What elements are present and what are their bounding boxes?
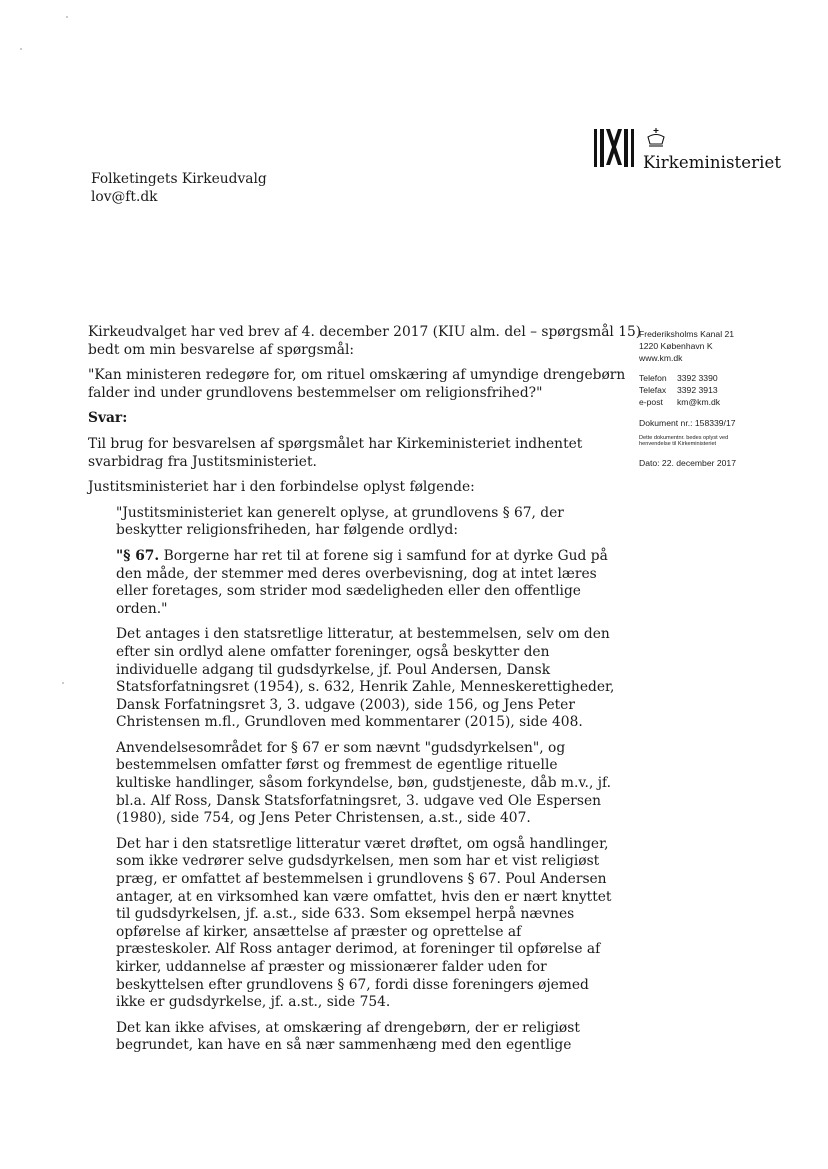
quote-line (116, 547, 608, 566)
quote-line: præg, er omfattet af bestemmelsen i grundlovens § 67. Poul Andersen (116, 871, 607, 888)
document-date: Dato: 22. december 2017 (639, 457, 736, 468)
quote-line: orden." (116, 600, 168, 617)
quote-line: "Justitsministeriet kan generelt oplyse, at grundlovens § 67, der (116, 504, 564, 521)
fax-row (639, 385, 789, 397)
answer-line: Til brug for besvarelsen af spørgsmålet har Kirkeministeriet indhentet (88, 435, 583, 452)
quote-line: ikke er gudsdyrkelse, jf. a.st., side 754. (116, 994, 391, 1011)
phone-label: Telefon (639, 373, 667, 384)
quote-paragraph-4 (116, 739, 611, 828)
quote-line: begrundet, kan have en så nær sammenhæng med den egentlige (116, 1037, 572, 1054)
quote-line: Det kan ikke afvises, at omskæring af drengebørn, der er religiøst (116, 1019, 580, 1036)
intro-paragraph (88, 324, 642, 359)
quote-paragraph-1 (116, 505, 588, 540)
question-line: falder ind under grundlovens bestemmelser om religionsfrihed?" (88, 384, 543, 401)
address-block (639, 329, 789, 364)
intro-line: Kirkeudvalget har ved brev af 4. december 2017 (KIU alm. del – spørgsmål 15) (88, 324, 642, 340)
quote-line: Dansk Forfatningsret 3, 3. udgave (2003), side 156, og Jens Peter (116, 696, 575, 713)
quote-line: den måde, der stemmer med deres overbevisning, dog at intet læres (116, 565, 597, 582)
ministry-name: Kirkeministeriet (643, 153, 782, 172)
intro-line: bedt om min besvarelse af spørgsmål: (88, 341, 355, 358)
address-city: 1220 København K (639, 340, 713, 351)
letter-body (88, 324, 642, 1063)
recipient-name: Folketingets Kirkeudvalg (91, 171, 267, 187)
quote-line: beskytter religionsfriheden, har følgende ordlyd: (116, 522, 458, 539)
quote-line: individuelle adgang til gudsdyrkelse, jf. Poul Andersen, Dansk (116, 661, 551, 678)
source-line: Justitsministeriet har i den forbindelse oplyst følgende: (88, 479, 475, 496)
quote-paragraph-5 (116, 835, 612, 1012)
quote-line: Statsforfatningsret (1954), s. 632, Henrik Zahle, Menneskerettigheder, (116, 679, 615, 696)
phone-row (639, 373, 789, 385)
fax-label: Telefax (639, 385, 667, 396)
contact-sidebar (639, 329, 789, 470)
recipient-email: lov@ft.dk (91, 188, 158, 205)
question-line: "Kan ministeren redegøre for, om rituel omskæring af umyndige drengebørn (88, 367, 626, 384)
email-value: km@km.dk (677, 396, 721, 407)
quote-line: antager, at en virksomhed kan være omfattet, hvis den er nært knyttet (116, 888, 612, 905)
quote-line: eller foretages, som strider mod sædeligheden eller den offentlige (116, 583, 581, 600)
quote-line: beskyttelsen efter grundlovens § 67, fordi disse foreningers øjemed (116, 976, 589, 993)
quote-line: Det antages i den statsretlige litteratur, at bestemmelsen, selv om den (116, 626, 610, 643)
answer-line: svarbidrag fra Justitsministeriet. (88, 453, 317, 470)
source-paragraph (88, 479, 588, 497)
document-block (639, 418, 789, 448)
address-street: Frederiksholms Kanal 21 (639, 329, 735, 339)
quote-line: bestemmelsen omfatter først og fremmest de egentlige rituelle (116, 757, 558, 774)
scan-speck (66, 16, 68, 18)
document-note-1: Dette dokumentnr. bedes oplyst ved (639, 434, 729, 441)
contact-block (639, 373, 789, 408)
quote-paragraph-2 (116, 547, 608, 618)
fax-value: 3392 3913 (677, 385, 718, 396)
email-label: e-post (639, 396, 663, 407)
quote-line: som ikke vedrører selve gudsdyrkelsen, men som har et vist religiøst (116, 853, 600, 870)
address-web: www.km.dk (639, 352, 683, 363)
quoted-statement (116, 504, 615, 1055)
quote-line: kirker, uddannelse af præster og missionærer falder uden for (116, 959, 547, 975)
quote-line: Christensen m.fl., Grundloven med kommentarer (2015), side 408. (116, 714, 583, 731)
scan-speck (62, 682, 64, 684)
answer-paragraph (88, 436, 588, 471)
document-number: Dokument nr.: 158339/17 (639, 417, 736, 428)
quote-line: kultiske handlinger, såsom forkyndelse, bøn, gudstjeneste, dåb m.v., jf. (116, 775, 611, 792)
quote-line: opførelse af kirker, ansættelse af præster og oprettelse af (116, 923, 522, 940)
quote-line: præsteskoler. Alf Ross antager derimod, at foreninger til opførelse af (116, 941, 601, 958)
question-paragraph (88, 367, 626, 402)
quote-paragraph-6 (116, 1020, 588, 1055)
scan-speck (20, 48, 22, 50)
phone-value: 3392 3390 (677, 373, 718, 384)
quote-paragraph-3 (116, 626, 615, 732)
recipient-block (91, 171, 267, 206)
quote-text: Borgerne har ret til at forene sig i samfund for at dyrke Gud på (159, 547, 608, 564)
quote-line: (1980), side 754, og Jens Peter Christensen, a.st., side 407. (116, 810, 531, 827)
email-row (639, 397, 789, 409)
quote-line: bl.a. Alf Ross, Dansk Statsforfatningsret, 3. udgave ved Ole Espersen (116, 792, 602, 809)
answer-heading: Svar: (88, 410, 128, 427)
document-note-2: henvendelse til Kirkeministeriet (639, 441, 717, 448)
section-reference: "§ 67. (116, 547, 160, 564)
quote-line: Anvendelsesområdet for § 67 er som nævnt "gudsdyrkelsen", og (116, 739, 566, 756)
quote-line: efter sin ordlyd alene omfatter foreninger, også beskytter den (116, 643, 550, 660)
quote-line: til gudsdyrkelsen, jf. a.st., side 633. Som eksempel herpå nævnes (116, 906, 575, 923)
quote-line: Det har i den statsretlige litteratur været drøftet, om også handlinger, (116, 835, 609, 852)
